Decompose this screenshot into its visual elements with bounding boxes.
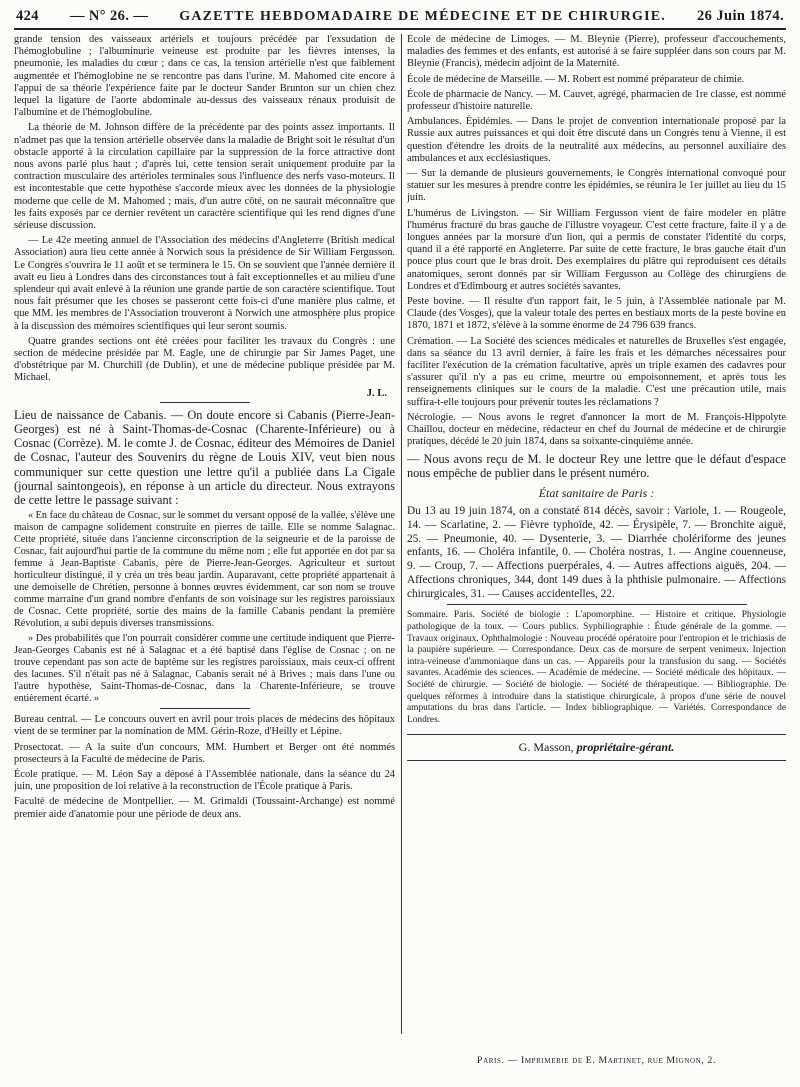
page-number: 424 (16, 8, 39, 24)
news-item: Faculté de médecine de Montpellier. — M. Grimaldi (Toussaint-Archange) est nommé premier aide d'anatomie pour une période de deux ans. (14, 796, 395, 820)
separator-rule (160, 708, 250, 709)
publisher-line (407, 734, 786, 761)
page-header (14, 6, 786, 30)
publisher-name: G. Masson, (518, 740, 574, 755)
news-item: École de pharmacie de Nancy. — M. Cauvet, agrégé, pharmacien de 1re classe, est nommé professeur d'histoire naturelle. (407, 88, 786, 113)
printer-imprint: Paris. — Imprimerie de E. Martinet, rue Mignon, 2. (477, 1055, 716, 1066)
article-paragraph: grande tension des vaisseaux artériels et toujours précédée par l'exsudation de l'hémoglobuline ; l'albuminurie veineuse est produite par les fièvres intenses, la pneumonie, les maladies du cœur ; dans ce cas, la tension artérielle n'est que faiblement augmentée et l'hémoglobine ne se rencontre pas dans l'urine. M. Mahomed cite encore à l'appui de sa théorie l'expérience faite par le docteur Sander Brunton sur un chien chez lequel la ligature de l'aorte abdominale au-dessus des vaisseaux rénaux produisit de l'albumine et de l'hémoglobuline. (14, 34, 395, 119)
columns (14, 34, 786, 1044)
news-item: École pratique. — M. Léon Say a déposé à l'Assemblée nationale, dans la séance du 24 juin, une proposition de loi relative à la reconstruction de l'École pratique à Paris. (14, 768, 395, 793)
sanitary-state-title: État sanitaire de Paris : (538, 485, 655, 500)
right-column (407, 34, 786, 1044)
news-item: École de médecine de Marseille. — M. Robert est nommé préparateur de chimie. (407, 73, 745, 85)
news-item: Nécrologie. — Nous avons le regret d'annoncer la mort de M. François-Hippolyte Chaillou, docteur en médecine, rédacteur en chef du Journal de médecine et de chirurgie pratiques, décédé le 20 juin 1874, dans sa soixante-cinquième année. (407, 411, 786, 448)
newspaper-page (14, 6, 786, 1081)
article-paragraph: — Le 42e meeting annuel de l'Association des médecins d'Angleterre (British medical Association) aura lieu cette année à Norwich sous la présidence de Sir William Fergusson. Le Congrès s'ouvrira le 11 août et se terminera le 15. On se souvient que l'année dernière il avait eu lieu à Londres dans des circonstances tout à fait exceptionnelles et au milieu d'une splendeur qui avait enlevé à la réunion une grande partie de son caractère scientifique. Tout nous fait présumer que les choses se passeront cette fois-ci d'une manière plus calme, et que MM. les membres de l'Association trouveront à Norwich une atmosphère plus propice à la discussion des mémoires scientifiques qui leur seront soumis. (14, 235, 395, 332)
separator-rule (447, 604, 747, 605)
journal-title: GAZETTE HEBDOMADAIRE DE MÉDECINE ET DE CHIRURGIE. (179, 9, 667, 24)
news-item: — Sur la demande de plusieurs gouvernements, le Congrès international convoqué pour statuer sur les mesures à prendre contre les épidémies, se réunira le 1er juillet au lieu du 15 juin. (407, 168, 786, 204)
issue-summary: Sommaire. Paris. Société de biologie : L'apomorphine. — Histoire et critique. Physiologie pathologique de la toux. — Cours publics. Syphiliographie : Étude générale de la gomme. — Travaux originaux. Ophthalmologie : Nouveau procédé opératoire pour l'entropion et le trichiasis de la paupière supérieure. — Correspondance. Deux cas de morsure de serpent venimeux. Injection intra-veineuse d'ammoniaque dans un cas. — Appareils pour la transfusion du sang. — Sociétés savantes. Académie des sciences. — Académie de médecine. — Société médicale des hôpitaux. — Société de chirurgie. — Société de biologie. — Société de thérapeutique. — Bibliographie. De quelques réformes à introduire dans la statistique chirurgicale, à propos d'une série de nouvel amputations du bras dans l'article. — Index bibliographique. — Variétés. Correspondance de Londres. (407, 610, 786, 725)
news-item: Bureau central. — Le concours ouvert en avril pour trois places de médecins des hôpitaux vient de se terminer par la nomination de MM. Gérin-Roze, d'Heilly et Lépine. (14, 714, 395, 738)
column-divider (401, 34, 402, 1034)
quoted-letter: » Des probabilités que l'on pourrait considérer comme une certitude indiquent que Pierre-Jean-Georges Cabanis est né à Salagnac et a été baptisé dans l'église de Cosnac ; on ne trouve cependant pas son acte de baptême sur les registres paroissiaux, mais ceux-ci offrent des lacunes. S'il n'était pas né à Salagnac, Cabanis serait né à Brives ; mais dans l'une ou l'autre hypothèse, Saint-Thomas-de-Cosnac, dans la Charente-Inférieure, se trouve entièrement écarté. » (14, 633, 395, 705)
sanitary-state-text: Du 13 au 19 juin 1874, on a constaté 814 décès, savoir : Variole, 1. — Rougeole, 14. — Scarlatine, 2. — Fièvre typhoïde, 42. — Érysipèle, 7. — Bronchite aiguë, 25. — Pneumonie, 40. — Dysenterie, 3. — Diarrhée cholériforme des jeunes enfants, 16. — Choléra infantile, 0. — Choléra nostras, 1. — Angine couenneuse, 9. — Croup, 7. — Affections puerpérales, 4. — Autres affections aiguës, 204. — Affections chroniques, 344, dont 149 dues à la phthisie pulmonaire. — Affections chirurgicales, 31. — Causes accidentelles, 22. (407, 504, 786, 600)
editorial-notice: — Nous avons reçu de M. le docteur Rey une lettre que le défaut d'espace nous empêche de publier dans le présent numéro. (407, 451, 786, 480)
news-item: Crémation. — La Société des sciences médicales et naturelles de Bruxelles s'est engagée, dans sa séance du 13 avril dernier, à faire les frais et les démarches nécessaires pour faciliter l'exécution de la crémation facultative, après un triple examen des cadavres pour s'assurer qu'il n'y a pas eu crime, meurtre ou empoisonnement, et après tous les renseignements cliniques sur le cours de la maladie. C'est une précaution utile, mais suffira-t-elle toujours pour prévenir toutes les réclamations ? (407, 335, 786, 408)
news-item: École de médecine de Limoges. — M. Bleynie (Pierre), professeur d'accouchements, maladies des femmes et des enfants, est autorisé à se faire suppléer dans son cours par M. Bleynie (Francis), médecin adjoint de la Maternité. (407, 34, 786, 70)
cabanis-article: Lieu de naissance de Cabanis. — On doute encore si Cabanis (Pierre-Jean-Georges) est né à Saint-Thomas-de-Cosnac (Charente-Inférieure) ou à Cosnac (Corrèze). M. le comte J. de Cosnac, éditeur des Mémoires de Daniel de Cosnac, l'auteur des Souvenirs du règne de Louis XIV, veut bien nous communiquer sur cette question une lettre qu'il a publiée dans La Cigale (journal saintongeois), en réponse à un article du directeur. Nous extrayons de cette lettre le passage suivant : (14, 407, 395, 507)
publisher-role: propriétaire-gérant. (576, 740, 675, 755)
author-signature: J. L. (366, 387, 387, 399)
left-column (14, 34, 395, 1044)
issue-date: 26 Juin 1874. (697, 8, 784, 24)
separator-rule (160, 402, 250, 403)
news-item: Peste bovine. — Il résulte d'un rapport fait, le 5 juin, à l'Assemblée nationale par M. Claude (des Vosges), que la valeur totale des pertes en bestiaux morts de la peste bovine en 1870, 1871 et 1872, s'élève à la somme énorme de 24 796 639 francs. (407, 296, 786, 332)
quoted-letter: « En face du château de Cosnac, sur le sommet du versant opposé de la vallée, s'élève une maison de campagne solidement construite en pierres de taille. Elle se nomme Salagnac. Cette propriété, située dans l'ancienne circonscription de la seigneurie et de la paroisse de Cosnac, fait aujourd'hui partie de la commune du même nom ; elle fut apportée en dot par sa femme à Jean-Baptiste Cabanis, père de Pierre-Jean-Georges. Agriculteur et surtout horticulteur distingué, il y créa un très beau jardin. Auparavant, cette propriété appartenait à une demoiselle de Chrétien, personne à bonnes œuvres évidemment, car son nom se trouve comme marraine d'un grand nombre d'enfants de son voisinage sur les registres paroissiaux de Cosnac. Cette propriété, sortie des mains de la famille Cabanis pendant la première Révolution, a subi depuis diverses transmissions. (14, 510, 395, 630)
issue-number: — N° 26. — (69, 8, 149, 24)
article-paragraph: La théorie de M. Johnson diffère de la précédente par des points assez importants. Il n'admet pas que la tension artérielle observée dans la maladie de Bright soit le résultat d'un obstacle apporté à la circulation capillaire par la suppression de la force attractive dont nous avons parlé plus haut ; d'après lui, cette tension serait uniquement produite par la contraction musculaire des artérioles terminales sous l'influence des nerfs vaso-moteurs. Il est incontestable que cette hypothèse s'accorde mieux avec les données de la physiologie moderne que celle de M. Mahomed ; mais, d'un autre côté, on ne saurait méconnaître que les faits exposés par ce dernier revêtent un caractère scientifique qui les rend dignes d'une sérieuse discussion. (14, 122, 395, 232)
news-item: Prosectorat. — A la suite d'un concours, MM. Humbert et Berger ont été nommés prosecteurs à la Faculté de médecine de Paris. (14, 741, 395, 765)
article-paragraph: Quatre grandes sections ont été créées pour faciliter les travaux du Congrès : une section de médecine présidée par M. Eagle, une de chirurgie par Sir James Paget, une d'obstétrique par M. Churchill (de Dublin), et une de médecine publique présidée par M. Michael. (14, 335, 395, 384)
news-item: L'humérus de Livingston. — Sir William Fergusson vient de faire modeler en plâtre l'humérus fracturé du bras gauche de l'illustre voyageur. C'est cette fracture, faite il y a de longues années par la morsure d'un lion, qui a permis de constater l'identité du corps, quand il a été rapporté en Angleterre. Par suite de cette fracture, le bras gauche était d'un pouce plus court que le bras droit. Des exemplaires du plâtre qui reproduisent ces détails anatomiques, seront donnés par sir William Fergusson au Collège des chirurgiens de Londres et d'Edimbourg et autres sociétés savantes. (407, 207, 786, 292)
news-item: Ambulances. Épidémies. — Dans le projet de convention internationale proposé par la Russie aux autres puissances et qui doit être discuté dans un Congrès tenu à Vienne, il est question d'étendre les droits de la neutralité aux médecins, au personnel auxiliaire des ambulances et aux ecclésiastiques. (407, 116, 786, 164)
